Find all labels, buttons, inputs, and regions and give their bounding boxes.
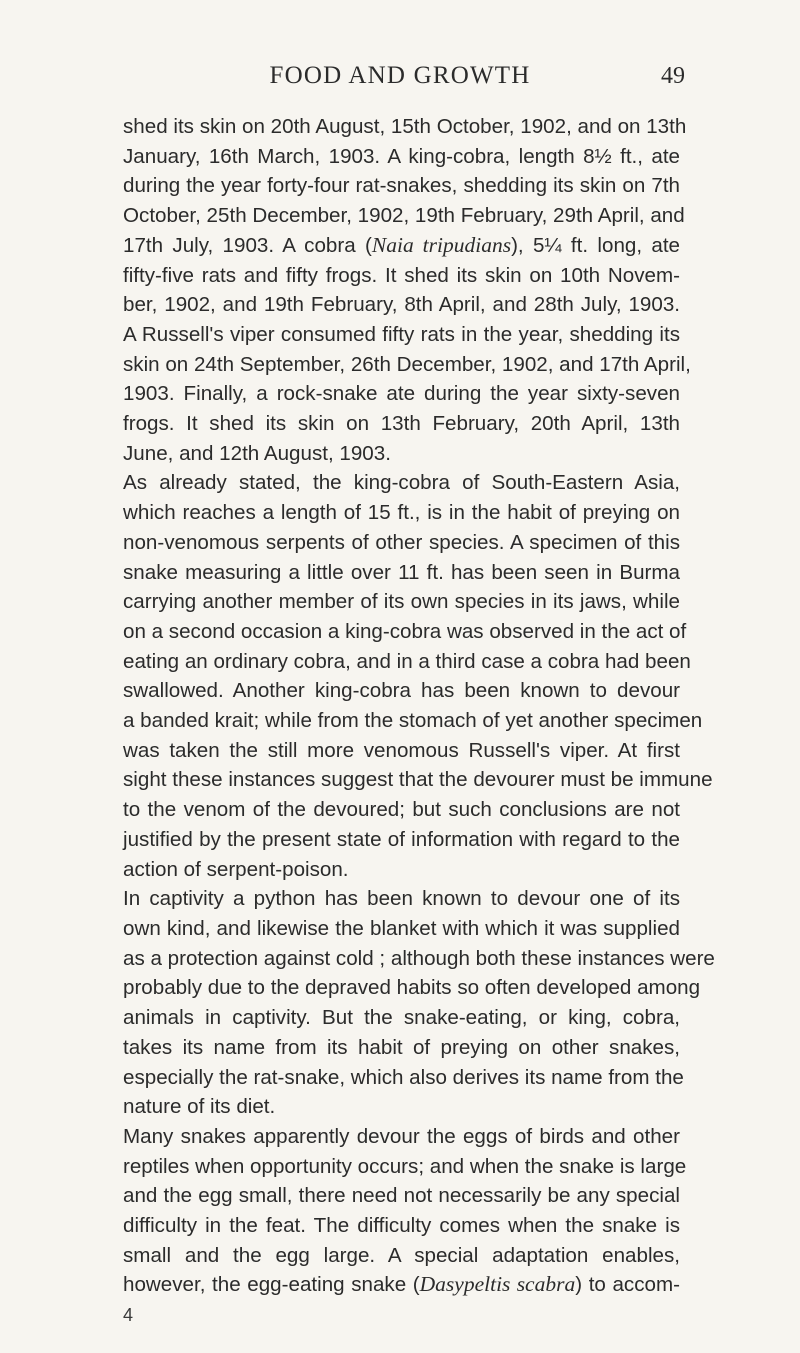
line-end: ), 5¼ ft. long, ate: [511, 233, 681, 257]
text-line: reptiles when opportunity occurs; and when the snake is large: [123, 1154, 687, 1178]
text-line: A Russell's viper consumed fifty rats in the year, shedding its: [123, 322, 680, 346]
paragraph-1: [123, 112, 691, 468]
paragraph-2: [123, 468, 713, 884]
text-line: October, 25th December, 1902, 19th February, 29th April, and: [123, 204, 685, 228]
text-line: skin on 24th September, 26th December, 1902, and 17th April,: [123, 352, 691, 376]
text-line: swallowed. Another king-cobra has been known to devour: [123, 679, 680, 703]
text-line: In captivity a python has been known to devour one of its: [123, 887, 680, 911]
species-name: Dasypeltis scabra: [419, 1272, 576, 1297]
text-line: on a second occasion a king-cobra was observed in the act of: [123, 619, 687, 643]
line-start: however, the egg-eating snake (: [123, 1273, 420, 1297]
text-line: small and the egg large. A special adaptation enables,: [123, 1243, 680, 1267]
body-text: [123, 112, 715, 1300]
text-line: non-venomous serpents of other species. A specimen of this: [123, 530, 680, 554]
text-line: nature of its diet.: [123, 1095, 276, 1119]
text-line: which reaches a length of 15 ft., is in the habit of preying on: [123, 501, 680, 525]
running-title: FOOD AND GROWTH: [269, 62, 531, 89]
text-line: June, and 12th August, 1903.: [123, 441, 391, 465]
text-line: and the egg small, there need not necessarily be any special: [123, 1184, 680, 1208]
text-line: difficulty in the feat. The difficulty comes when the snake is: [123, 1214, 680, 1238]
text-line: sight these instances suggest that the devourer must be immune: [123, 768, 713, 792]
text-line: eating an ordinary cobra, and in a third case a cobra had been: [123, 649, 691, 673]
paragraph-3: [123, 884, 715, 1122]
text-line: especially the rat-snake, which also derives its name from the: [123, 1065, 684, 1089]
text-line: As already stated, the king-cobra of South-Eastern Asia,: [123, 471, 680, 495]
text-line: justified by the present state of information with regard to the: [123, 827, 680, 851]
line-start: 17th July, 1903. A cobra (: [123, 233, 372, 257]
text-line: takes its name from its habit of preying on other snakes,: [123, 1035, 680, 1059]
text-line: action of serpent-poison.: [123, 857, 349, 881]
text-line: 1903. Finally, a rock-snake ate during the year sixty-seven: [123, 382, 680, 406]
text-line: January, 16th March, 1903. A king-cobra, length 8½ ft., ate: [123, 144, 680, 168]
text-line: ber, 1902, and 19th February, 8th April, and 28th July, 1903.: [123, 293, 680, 317]
page-number: 49: [661, 63, 685, 89]
species-name: Naia tripudians: [371, 232, 512, 257]
signature-mark: 4: [123, 1305, 134, 1325]
text-line: a banded krait; while from the stomach of yet another specimen: [123, 709, 703, 733]
paragraph-4: [123, 1122, 687, 1300]
text-line: was taken the still more venomous Russell's viper. At first: [123, 738, 680, 762]
text-line: probably due to the depraved habits so often developed among: [123, 976, 701, 1000]
text-line: carrying another member of its own species in its jaws, while: [123, 590, 680, 614]
running-head: [0, 62, 800, 92]
text-line: during the year forty-four rat-snakes, shedding its skin on 7th: [123, 174, 680, 198]
text-line: animals in captivity. But the snake-eating, or king, cobra,: [123, 1006, 680, 1030]
text-line: frogs. It shed its skin on 13th February, 20th April, 13th: [123, 412, 680, 436]
text-line: to the venom of the devoured; but such conclusions are not: [123, 798, 680, 822]
line-end: ) to accom-: [575, 1273, 680, 1297]
text-line-with-species: [123, 231, 680, 261]
text-line: fifty-five rats and fifty frogs. It shed its skin on 10th Novem-: [123, 263, 680, 287]
text-line: as a protection against cold ; although both these instances were: [123, 946, 715, 970]
text-line: own kind, and likewise the blanket with which it was supplied: [123, 916, 680, 940]
text-line: shed its skin on 20th August, 15th October, 1902, and on 13th: [123, 115, 687, 138]
text-line: Many snakes apparently devour the eggs of birds and other: [123, 1124, 680, 1148]
text-line-with-species: [123, 1270, 680, 1300]
text-line: snake measuring a little over 11 ft. has been seen in Burma: [123, 560, 680, 584]
